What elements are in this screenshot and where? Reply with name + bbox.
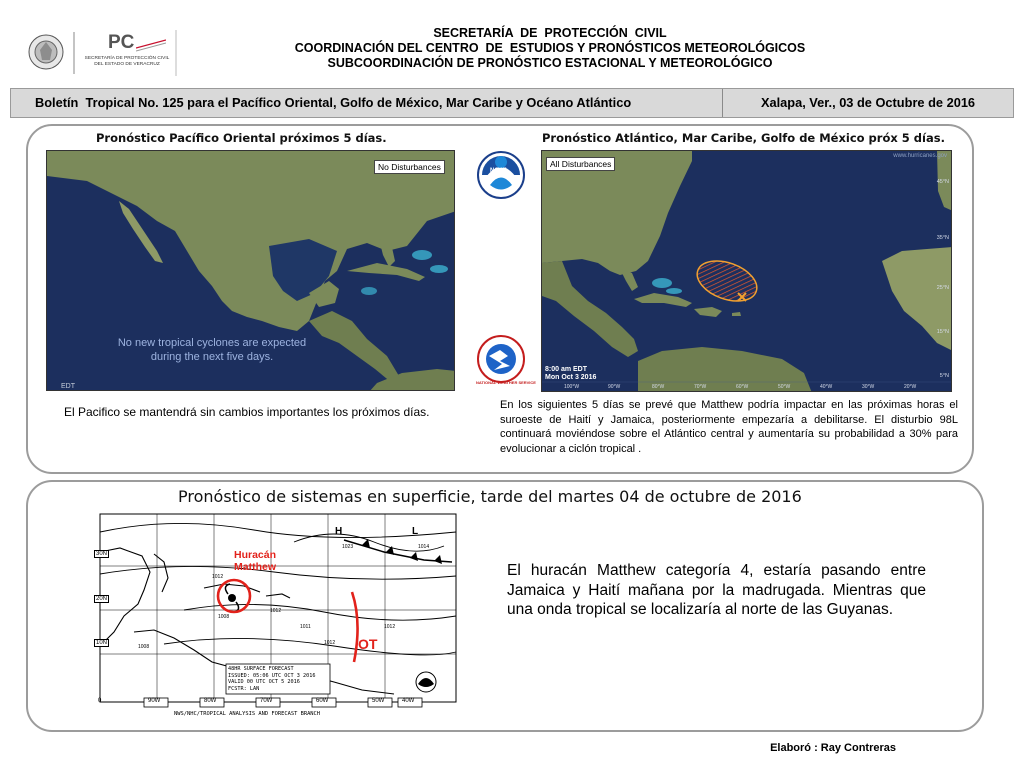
surface-lon-label: 80W [204, 698, 217, 704]
pacific-corner-text: EDT [61, 383, 75, 390]
pressure-label: 1012 [384, 624, 396, 630]
pacific-description: El Pacifico se mantendrá sin cambios importantes los próximos días. [64, 405, 430, 419]
place-date: Xalapa, Ver., 03 de Octubre de 2016 [760, 95, 976, 110]
agency-header [200, 26, 900, 71]
atlantic-lat-label: 5°N [939, 373, 949, 379]
forecast-box-line: 48HR SURFACE FORECAST [228, 666, 294, 672]
surface-lat-label: 30N [96, 551, 108, 557]
author-credit: Elaboró : Ray Contreras [770, 742, 896, 754]
logo-abbrev: PC [108, 32, 135, 53]
pacific-status-badge: No Disturbances [374, 160, 445, 174]
surface-lon-label: 60W [316, 698, 329, 704]
surface-lon-label: 40W [402, 698, 415, 704]
logo-subtext-2: DEL ESTADO DE VERACRUZ [94, 62, 160, 67]
noaa-logo [476, 148, 526, 208]
surface-chart-credit: NWS/NHC/TROPICAL ANALYSIS AND FORECAST BRANCH [174, 711, 321, 717]
pressure-label: 1023 [342, 544, 354, 550]
pressure-label: 1008 [138, 644, 150, 650]
atlantic-lat-label: 25°N [936, 285, 949, 291]
atlantic-time-line-2: Mon Oct 3 2016 [545, 374, 597, 381]
atlantic-lon-label: 80°W [652, 384, 665, 390]
low-pressure-label: L [412, 526, 419, 537]
nws-logo [476, 334, 536, 389]
noaa-logo-text: NOAA [490, 168, 508, 174]
surface-lat-label: 0 [98, 698, 102, 704]
nws-logo-text: NATIONAL WEATHER SERVICE [476, 380, 536, 385]
atlantic-lon-label: 60°W [736, 384, 749, 390]
atlantic-timestamp [545, 366, 596, 382]
atlantic-lon-label: 100°W [564, 384, 580, 390]
surface-lat-label: 10N [96, 640, 108, 646]
pacific-no-cyclones-note [47, 336, 377, 364]
noaa-logo-icon [476, 148, 526, 203]
atlantic-lon-label: 30°W [862, 384, 875, 390]
logo-subtext-1: SECRETARÍA DE PROTECCIÓN CIVIL [84, 56, 170, 61]
atlantic-lon-label: 50°W [778, 384, 791, 390]
high-pressure-label: H [335, 526, 343, 537]
surface-lon-label: 70W [260, 698, 273, 704]
atlantic-status-badge: All Disturbances [546, 157, 615, 171]
pressure-label: 1012 [212, 574, 224, 580]
tropical-wave-label: OT [358, 636, 378, 652]
forecast-box-line: FCSTR: LAN [228, 685, 260, 692]
header-line-3: SUBCOORDINACIÓN DE PRONÓSTICO ESTACIONAL Y METEOROLÓGICO [327, 56, 773, 70]
header-line-2: COORDINACIÓN DEL CENTRO DE ESTUDIOS Y PRONÓSTICOS METEOROLÓGICOS [294, 41, 806, 55]
atlantic-outlook-map [541, 150, 952, 392]
atlantic-title: Pronóstico Atlántico, Mar Caribe, Golfo de México próx 5 días. [542, 131, 945, 145]
atlantic-lat-label: 15°N [936, 329, 949, 335]
atlantic-description: En los siguientes 5 días se prevé que Matthew podría impactar en las próximas horas el suroeste de Haití y Jamaica, posteriormente empezaría a debilitarse. El disturbio 98L continuará moviéndose sobre el Atlántico central y aumentaría su probabilidad a 30% para evolucionar a ciclón tropical . [500, 399, 958, 455]
bulletin-number: Boletín Tropical No. 125 para el Pacífico Oriental, Golfo de México, Mar Caribe y Océano Atlántico [11, 89, 723, 117]
surface-lon-label: 90W [148, 698, 161, 704]
header-line-1: SECRETARÍA DE PROTECCIÓN CIVIL [433, 26, 667, 40]
bulletin-info-bar [10, 88, 1014, 118]
pressure-label: 1008 [218, 614, 230, 620]
atlantic-watermark: www.hurricanes.gov [893, 153, 947, 159]
pressure-label: 1014 [418, 544, 430, 550]
hurricane-label [234, 549, 276, 573]
pressure-label: 1012 [270, 608, 282, 614]
pacific-note-line-2: during the next five days. [150, 351, 274, 363]
logo-flag-lines [136, 36, 166, 52]
pacific-title: Pronóstico Pacífico Oriental próximos 5 días. [96, 131, 387, 145]
atlantic-lon-label: 90°W [608, 384, 621, 390]
forecast-box-line: VALID 00 UTC OCT 5 2016 [228, 679, 300, 685]
pressure-label: 1011 [300, 624, 311, 630]
surface-lat-label: 20N [96, 596, 108, 602]
nws-logo-icon [476, 334, 536, 385]
atlantic-lat-label: 35°N [936, 235, 949, 241]
pressure-label: 1012 [324, 640, 336, 646]
forecast-box-line: ISSUED: 05:06 UTC OCT 3 2016 [228, 672, 316, 679]
forecast-info-box [228, 666, 315, 692]
hurricane-label-line-2: Matthew [234, 561, 276, 573]
pacific-outlook-map [46, 150, 455, 391]
atlantic-time-line-1: 8:00 am EDT [545, 366, 588, 373]
hurricane-label-line-1: Huracán [234, 549, 277, 561]
pacific-note-line-1: No new tropical cyclones are expected [117, 337, 307, 349]
pc-logo [28, 28, 178, 78]
atlantic-lon-label: 20°W [904, 384, 917, 390]
surface-lon-label: 50W [372, 698, 385, 704]
atlantic-lat-label: 45°N [936, 179, 949, 185]
surface-forecast-title: Pronóstico de sistemas en superficie, tarde del martes 04 de octubre de 2016 [178, 487, 802, 506]
surface-forecast-chart [94, 512, 462, 720]
atlantic-lon-label: 70°W [694, 384, 707, 390]
atlantic-lon-label: 40°W [820, 384, 833, 390]
atlantic-map-graphic [542, 151, 952, 392]
surface-description: El huracán Matthew categoría 4, estaría pasando entre Jamaica y Haití mañana por la madrugada. Mientras que una onda tropical se localizaría al norte de las Guyanas. [507, 562, 926, 618]
